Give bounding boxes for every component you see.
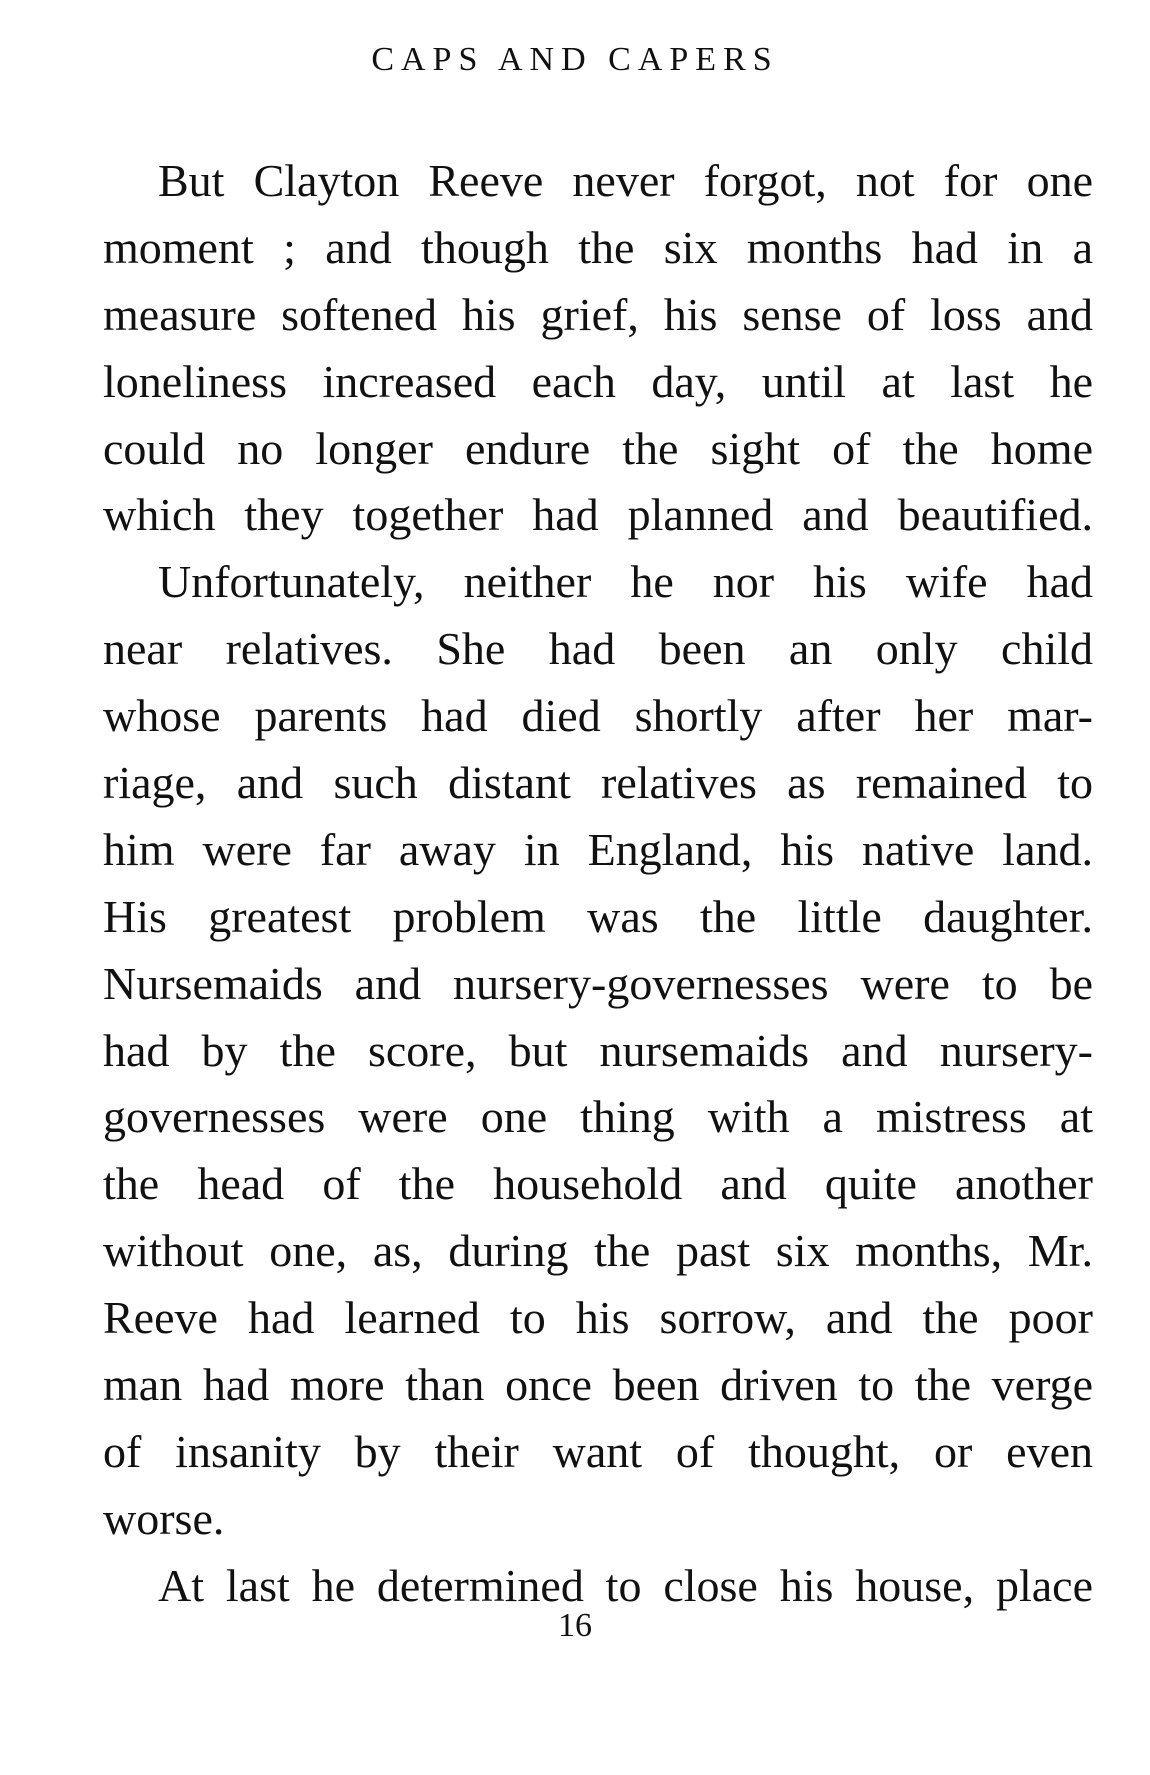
text-line: worse. bbox=[103, 1492, 225, 1544]
text-line: Nursemaids and nursery-governesses were to be bbox=[103, 957, 1093, 1009]
text-line: But Clayton Reeve never forgot, not for one bbox=[158, 155, 1093, 206]
text-line: governesses were one thing with a mistress at bbox=[103, 1091, 1093, 1143]
text-line: His greatest problem was the little daughter. bbox=[103, 890, 1093, 942]
body-text bbox=[103, 148, 1093, 1620]
text-line: man had more than once been driven to the verge bbox=[103, 1359, 1093, 1411]
text-line: Reeve had learned to his sorrow, and the poor bbox=[103, 1292, 1093, 1344]
paragraph-2 bbox=[103, 549, 1093, 1552]
text-line: the head of the household and quite another bbox=[103, 1158, 1093, 1210]
text-line: of insanity by their want of thought, or even bbox=[103, 1425, 1093, 1477]
text-line: which they together had planned and beautified. bbox=[103, 489, 1093, 541]
text-line: At last he determined to close his house, place bbox=[158, 1559, 1093, 1611]
running-head: CAPS AND CAPERS bbox=[371, 41, 779, 78]
text-line: whose parents had died shortly after her mar- bbox=[103, 690, 1093, 742]
paragraph-1 bbox=[103, 148, 1093, 549]
text-line: riage, and such distant relatives as remained to bbox=[103, 757, 1093, 809]
page-number: 16 bbox=[558, 1607, 592, 1644]
text-line: without one, as, during the past six months, Mr. bbox=[103, 1225, 1093, 1277]
text-line: near relatives. She had been an only child bbox=[103, 623, 1093, 675]
text-line: him were far away in England, his native land. bbox=[103, 823, 1093, 875]
text-line: could no longer endure the sight of the home bbox=[103, 422, 1093, 474]
text-line: moment ; and though the six months had in a bbox=[103, 221, 1093, 273]
text-line: loneliness increased each day, until at last he bbox=[103, 355, 1093, 407]
text-line: measure softened his grief, his sense of loss and bbox=[103, 288, 1093, 340]
text-line: had by the score, but nursemaids and nursery- bbox=[103, 1024, 1093, 1076]
text-line: Unfortunately, neither he nor his wife had bbox=[158, 556, 1093, 608]
